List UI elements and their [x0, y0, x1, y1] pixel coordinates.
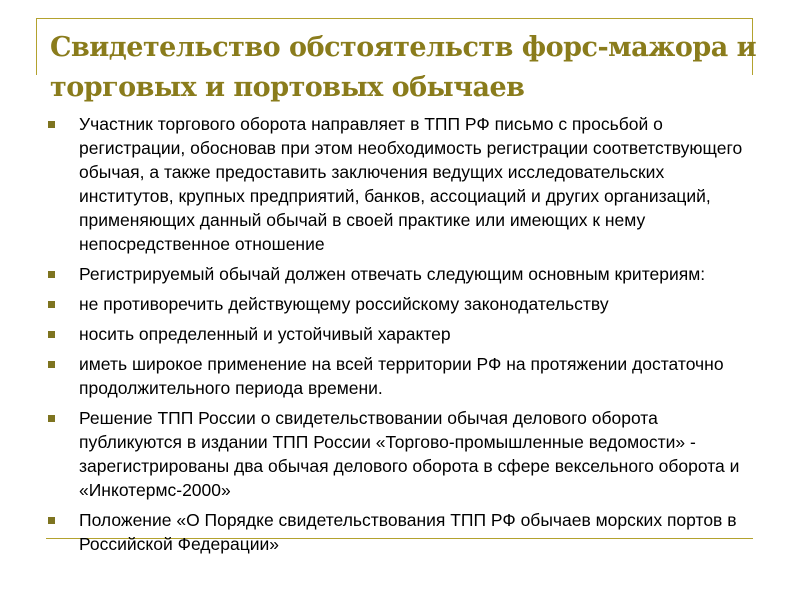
square-bullet-icon [48, 331, 55, 338]
bullet-item [46, 322, 751, 346]
square-bullet-icon [48, 415, 55, 422]
left-rule-line [36, 18, 37, 75]
bullet-list [46, 112, 751, 562]
bullet-item [46, 406, 751, 502]
bullet-text: Участник торгового оборота направляет в ТПП РФ письмо с просьбой о регистрации, обосновав при этом необходимость регистрации соответствующего обычая, а также предоставить заключения ведущих исследовательских институтов, крупных предприятий, банков, ассоциаций и других организаций, применяющих данный обычай в своей практике или имеющих к нему непосредственное отношение [79, 114, 743, 254]
square-bullet-icon [48, 517, 55, 524]
slide-title: Свидетельство обстоятельств форс-мажора и торговых и портовых обычаев [50, 32, 757, 103]
bullet-text: Регистрируемый обычай должен отвечать следующим основным критериям: [79, 264, 706, 284]
top-rule-line [36, 18, 753, 19]
square-bullet-icon [48, 301, 55, 308]
bullet-text: не противоречить действующему российскому законодательству [79, 294, 609, 314]
bullet-item [46, 262, 751, 286]
bullet-text: иметь широкое применение на всей территории РФ на протяжении достаточно продолжительного периода времени. [79, 354, 724, 398]
bullet-item [46, 508, 751, 556]
bullet-item [46, 112, 751, 256]
bullet-item [46, 352, 751, 400]
square-bullet-icon [48, 121, 55, 128]
bullet-text: Решение ТПП России о свидетельствовании обычая делового оборота публикуются в издании ТПП России «Торгово-промышленные ведомости» - зарегистрированы два обычая делового оборота в сфере вексельного оборота и «Инкотермс-2000» [79, 408, 740, 500]
bullet-item [46, 292, 751, 316]
bullet-text: носить определенный и устойчивый характер [79, 324, 451, 344]
square-bullet-icon [48, 361, 55, 368]
bullet-text: Положение «О Порядке свидетельствования ТПП РФ обычаев морских портов в Российской Федерации» [79, 510, 737, 554]
square-bullet-icon [48, 271, 55, 278]
